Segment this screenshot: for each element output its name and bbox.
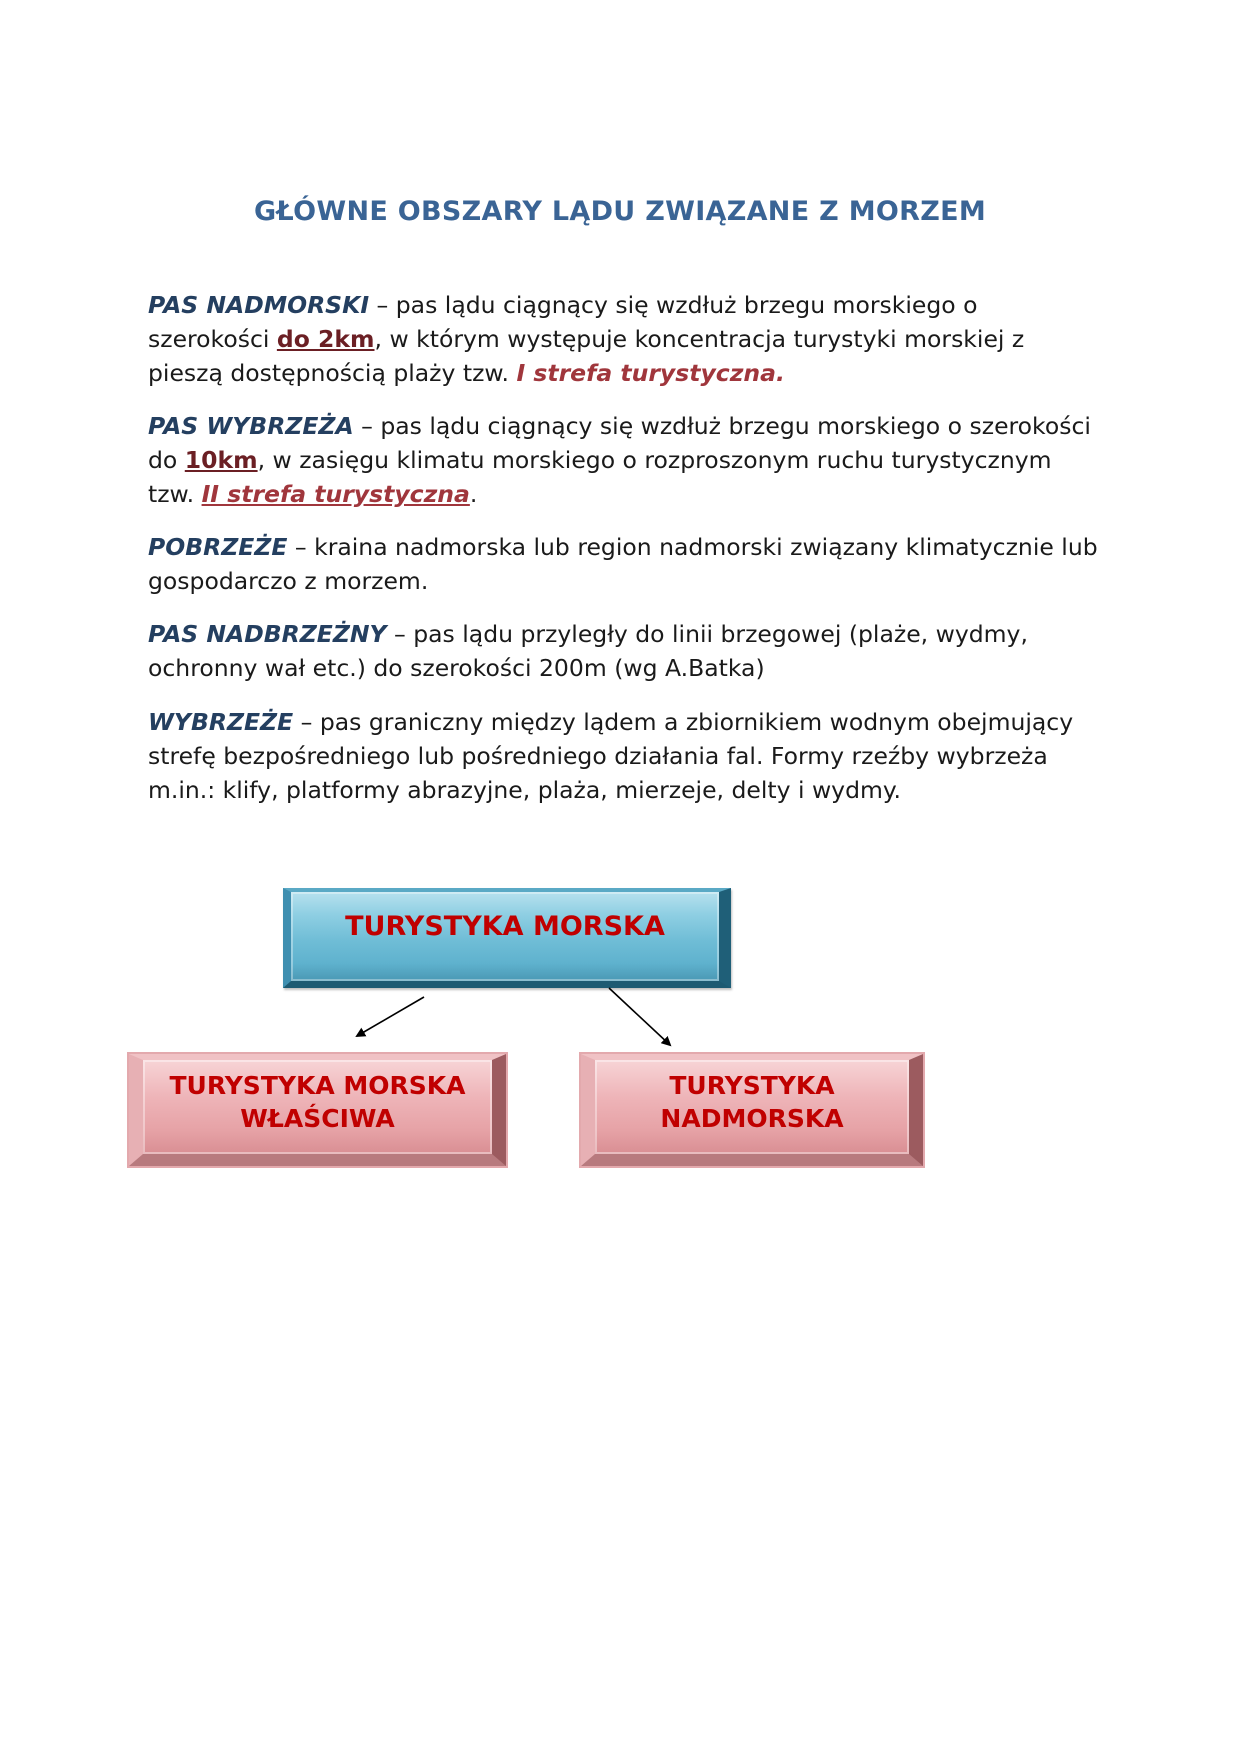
diagram-box-turystyka-morska-wlasciwa (129, 1054, 506, 1166)
term-pobrzeze: POBRZEŻE (148, 533, 288, 561)
emphasis-10km: 10km (184, 446, 258, 474)
diagram-root-box (283, 888, 731, 988)
arrow-right (609, 988, 670, 1045)
emphasis-do-2km: do 2km (276, 325, 375, 353)
diagram-box-turystyka-nadmorska (581, 1054, 923, 1166)
paragraph-text: – pas graniczny między lądem a zbiornikiem wodnym obejmujący strefę bezpośredniego lub pośredniego działania fal. Formy rzeźby wybrzeża m.in.: klify, platformy abrazyjne, plaża, mierzeje, delty i wydmy. (148, 708, 1074, 804)
diagram-right-line1: TURYSTYKA (669, 1071, 835, 1100)
term-pas-nadbrzezny: PAS NADBRZEŻNY (148, 620, 387, 648)
paragraph-text: – pas lądu ciągnący się wzdłuż brzegu morskiego o szerokości do (148, 412, 1091, 474)
paragraph-text: – kraina nadmorska lub region nadmorski związany klimatycznie lub gospodarczo z morzem. (148, 533, 1098, 595)
paragraph-pas-nadbrzezny (148, 617, 1098, 685)
zone-label-i: I strefa turystyczna. (516, 359, 785, 387)
page-title: GŁÓWNE OBSZARY LĄDU ZWIĄZANE Z MORZEM (253, 196, 987, 227)
paragraph-text: , w którym występuje koncentracja turystyki morskiej z pieszą dostępnością plaży tzw. (148, 325, 1025, 387)
zone-label-ii: II strefa turystyczna (201, 480, 470, 508)
paragraph-text: – pas lądu ciągnący się wzdłuż brzegu morskiego o szerokości (148, 291, 978, 353)
term-pas-nadmorski: PAS NADMORSKI (148, 291, 370, 319)
diagram-root-label: TURYSTYKA MORSKA (345, 911, 665, 942)
paragraph-pas-nadmorski (148, 288, 1098, 390)
diagram-left-line1: TURYSTYKA MORSKA (169, 1071, 466, 1100)
term-pas-wybrzeza: PAS WYBRZEŻA (148, 412, 354, 440)
paragraph-text: . (469, 480, 478, 508)
paragraph-text: – pas lądu przyległy do linii brzegowej (plaże, wydmy, ochronny wał etc.) do szerokości 200m (wg A.Batka) (148, 620, 1028, 682)
paragraph-pobrzeze (148, 530, 1098, 598)
term-wybrzeze: WYBRZEŻE (148, 708, 294, 736)
paragraph-pas-wybrzeza (148, 409, 1098, 511)
diagram-left-line2: WŁAŚCIWA (240, 1104, 395, 1133)
diagram-right-line2: NADMORSKA (660, 1104, 844, 1133)
arrow-left (357, 997, 424, 1036)
paragraph-text: , w zasięgu klimatu morskiego o rozproszonym ruchu turystycznym tzw. (148, 446, 1052, 508)
paragraph-wybrzeze (148, 705, 1098, 807)
